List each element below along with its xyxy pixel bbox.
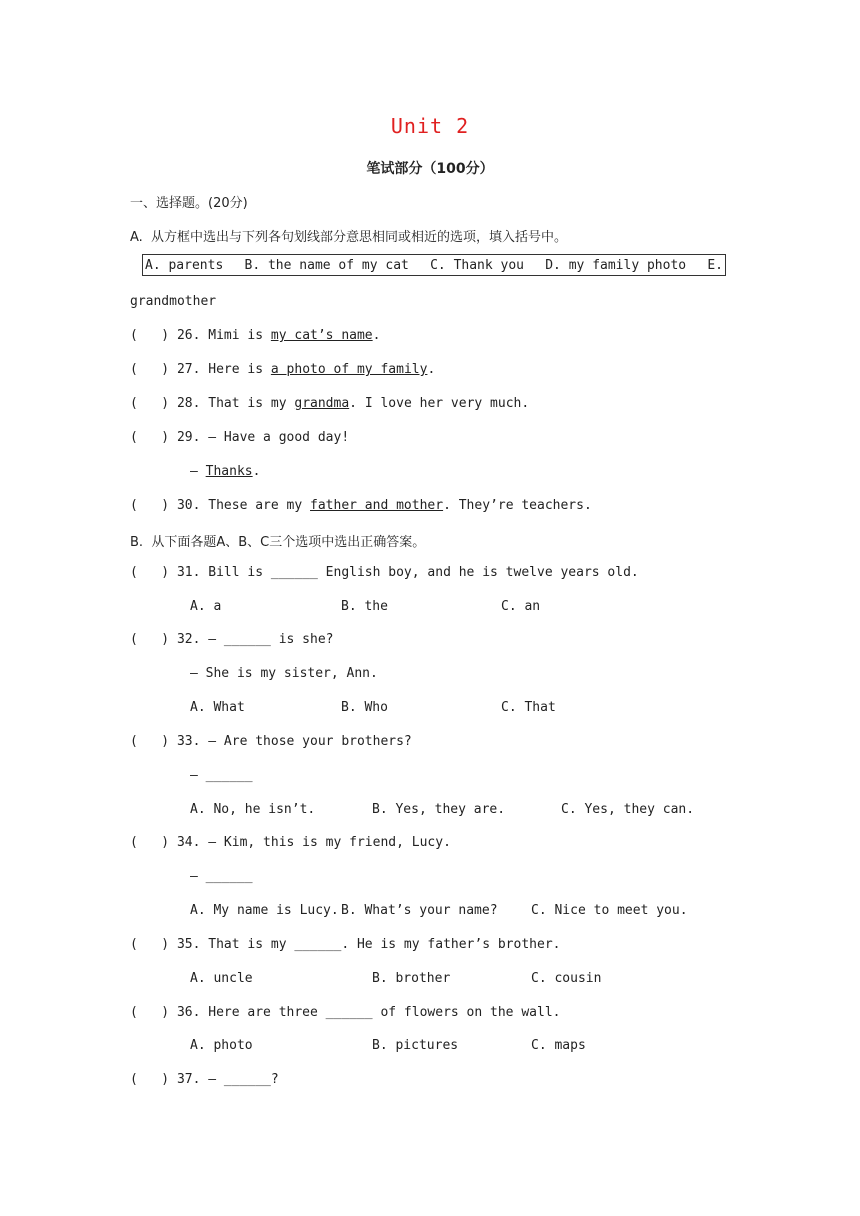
q32-option-b: B. Who <box>341 700 388 715</box>
part-b-instruction: B. 从下面各题A、B、C三个选项中选出正确答案。 <box>130 535 426 550</box>
q34-option-a: A. My name is Lucy. <box>190 903 339 918</box>
q36-option-b: B. pictures <box>372 1038 459 1053</box>
question-26: ( ) 26. Mimi is my cat’s name. <box>130 328 381 343</box>
question-32: ( ) 32. — ______ is she? <box>130 632 334 647</box>
word-box <box>142 254 726 276</box>
question-29: ( ) 29. — Have a good day! <box>130 430 350 445</box>
question-35: ( ) 35. That is my ______. He is my father’s brother. <box>130 937 561 952</box>
q31-option-b: B. the <box>341 599 388 614</box>
question-32-reply: — She is my sister, Ann. <box>190 666 378 681</box>
q32-option-a: A. What <box>190 700 245 715</box>
question-37: ( ) 37. — ______? <box>130 1072 279 1087</box>
q33-option-c: C. Yes, they can. <box>561 802 695 817</box>
q34-option-b: B. What’s your name? <box>341 903 498 918</box>
q35-option-b: B. brother <box>372 971 451 986</box>
box-option-b: B. the name of my cat <box>244 257 409 273</box>
q36-option-a: A. photo <box>190 1038 253 1053</box>
question-31: ( ) 31. Bill is ______ English boy, and he is twelve years old. <box>130 565 639 580</box>
question-29-reply: — Thanks. <box>190 464 261 479</box>
q33-option-a: A. No, he isn’t. <box>190 802 316 817</box>
q32-option-c: C. That <box>501 700 556 715</box>
question-36: ( ) 36. Here are three ______ of flowers on the wall. <box>130 1005 561 1020</box>
q35-option-a: A. uncle <box>190 971 253 986</box>
q35-option-c: C. cousin <box>531 971 602 986</box>
box-option-a: A. parents <box>145 257 224 273</box>
box-option-d: D. my family photo <box>545 257 687 273</box>
question-34-reply: — ______ <box>190 869 253 884</box>
question-33-reply: — ______ <box>190 768 253 783</box>
section-heading: 一、选择题。(20分) <box>130 196 248 211</box>
box-option-e-text: grandmother <box>130 294 217 309</box>
part-a-instruction: A. 从方框中选出与下列各句划线部分意思相同或相近的选项，填入括号中。 <box>130 230 568 245</box>
question-34: ( ) 34. — Kim, this is my friend, Lucy. <box>130 835 451 850</box>
question-27: ( ) 27. Here is a photo of my family. <box>130 362 436 377</box>
q33-option-b: B. Yes, they are. <box>372 802 506 817</box>
q34-option-c: C. Nice to meet you. <box>531 903 688 918</box>
box-option-e: E. <box>707 257 723 273</box>
page-title: Unit 2 <box>390 114 470 138</box>
q36-option-c: C. maps <box>531 1038 586 1053</box>
q31-option-c: C. an <box>501 599 541 614</box>
question-30: ( ) 30. These are my father and mother. They’re teachers. <box>130 498 592 513</box>
question-28: ( ) 28. That is my grandma. I love her very much. <box>130 396 530 411</box>
q31-option-a: A. a <box>190 599 222 614</box>
question-33: ( ) 33. — Are those your brothers? <box>130 734 412 749</box>
page-subtitle: 笔试部分（100分） <box>366 161 494 177</box>
box-option-c: C. Thank you <box>430 257 525 273</box>
